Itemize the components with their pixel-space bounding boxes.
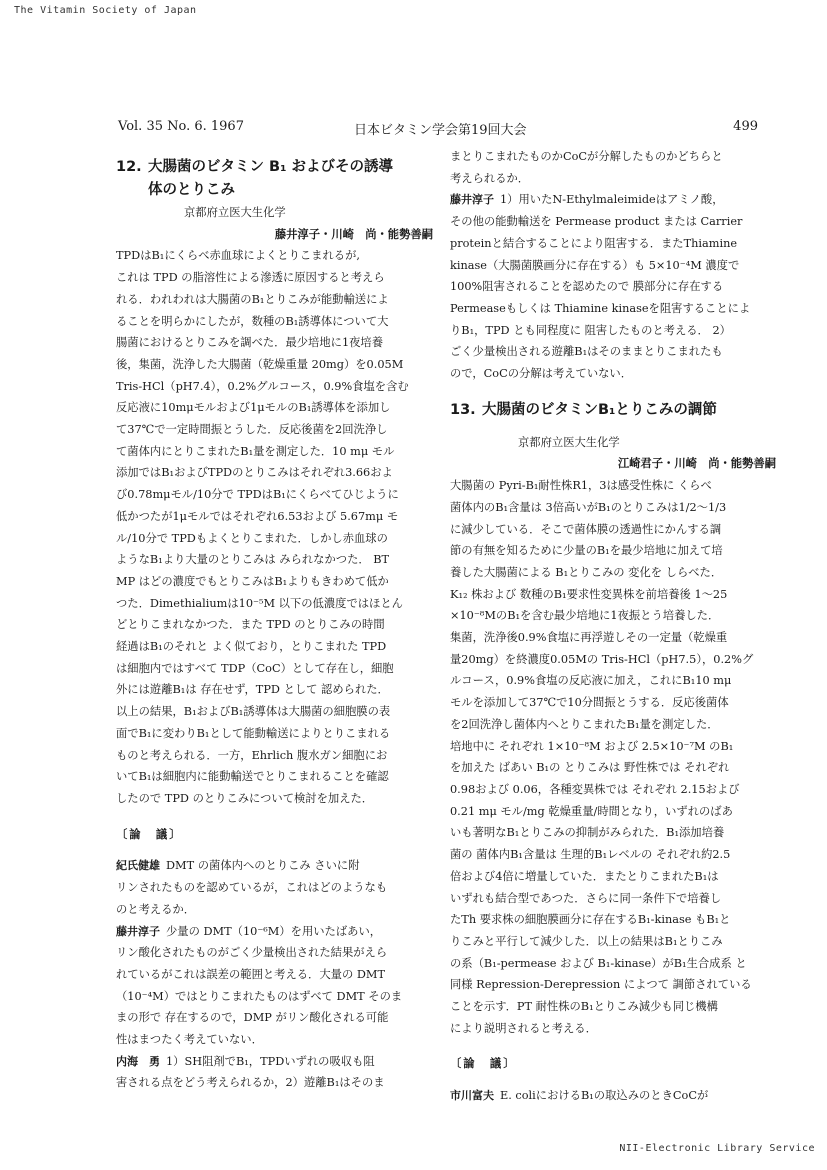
text-line: Tris-HCl（pH7.4），0.2%グルコース，0.9%食塩を含む [116,379,409,393]
line-text: 性はまつたく考えていない． [116,1033,263,1047]
text-line [450,233,780,255]
line-text: proteinと結合することにより阻害する．またThiamine [450,236,738,250]
text-line: を加えた ばあい B₁の とりこみは 野性株では それぞれ [450,761,730,775]
text-line: 反応液に10mμモルおよび1μモルのB₁誘導体を添加し [116,401,391,415]
text-line: て菌体内にとりこまれたB₁量を測定した．10 mμ モル [116,444,395,458]
discussion-heading-left: 〔論 議〕 [116,826,183,841]
text-line [450,1085,780,1107]
page-number: 499 [733,119,758,134]
text-line: 面でB₁に変わりB₁として能動輸送によりとりこまれる [116,726,391,740]
text-line: 養した大腸菌による B₁とりこみの 変化を しらべた． [450,565,723,579]
text-line: りこみと平行して減少した．以上の結果はB₁とりこみ [450,934,723,948]
text-line: 節の有無を知るために少量のB₁を最少培地に加えて培 [450,544,723,558]
text-line [116,942,437,964]
text-line: K₁₂ 株および 数種のB₁要求性変異株を前培養後 1～25 [450,587,728,601]
line-text: 100%阻害されることを認めたので 膜部分に存在する [450,280,724,294]
text-line: 同様 Repression-Derepression によつて 調節されている [450,978,752,992]
text-line: び0.78mμモル/10分で TPDはB₁にくらべてひじように [116,488,399,502]
text-line: TPDはB₁にくらべ赤血球によくとりこまれるが, [116,249,360,263]
text-line: ことを示す．PT 耐性株のB₁とりこみ減少も同じ機構 [450,1000,718,1014]
text-line: ようなB₁より大量のとりこみは みられなかつた． BT [116,553,390,567]
text-line: 集菌，洗浄後0.9%食塩に再浮遊しその一定量（乾燥重 [450,631,728,645]
speaker-name: 藤井淳子 [116,924,160,938]
top-note: The Vitamin Society of Japan [14,5,197,16]
speaker-name: 内海 勇 [116,1054,160,1068]
left-column [116,146,437,1094]
text-line: いてB₁は細胞内に能動輸送でとりこまれることを確認 [116,770,389,784]
line-text: リン酸化されたものがごく少量検出された結果がえら [116,946,388,960]
text-line: いも著明なB₁とりこみの抑制がみられた．B₁添加培養 [450,826,725,840]
text-line: 外には遊離B₁は 存在せず，TPD として 認められた． [116,683,389,697]
article-13-number: 13. [450,401,476,418]
speaker-name: 紀氏健雄 [116,859,160,873]
text-line [116,921,437,943]
text-line [116,1072,437,1094]
text-line [116,1007,437,1029]
article-12-title-line1: 大腸菌のビタミン B₁ およびその誘導 [148,159,393,175]
text-line: 菌の 菌体内B₁含量は 生理的B₁レベルの それぞれ約2.5 [450,848,731,862]
text-line [450,341,780,363]
discussion-left [116,855,437,1094]
text-line [116,855,437,877]
text-line: に減少している．そこで菌体膜の透過性にかんする調 [450,522,722,536]
article-13-authors: 江崎君子・川崎 尚・能勢善嗣 [617,456,776,471]
text-line [116,899,437,921]
text-line: 0.21 mμ モル/mg 乾燥重量/時間となり，いずれのばあ [450,804,733,818]
text-line: ルコース，0.9%食塩の反応液に加え，これにB₁10 mμ [450,674,732,688]
text-line [450,298,780,320]
line-text: 害される点をどう考えられるか，2）遊離B₁はそのま [116,1076,385,1090]
discussion-heading-right: 〔論 議〕 [450,1056,517,1071]
text-line: 倍および4倍に増量していた．またとりこまれたB₁は [450,869,719,883]
line-text: まの形で 存在するので，DMP がリン酸化される可能 [116,1011,389,1025]
text-line [116,1051,437,1073]
text-line [450,276,780,298]
text-line [450,189,780,211]
text-line [116,877,437,899]
text-line: 量20mg）を終濃度0.05Mの Tris-HCl（pH7.5），0.2%グ [450,652,754,666]
text-line: MP はどの濃度でもとりこみはB₁よりもきわめて低か [116,574,389,588]
line-text: DMT の菌体内へのとりこみ さいに附 [166,859,360,873]
line-text: E. coliにおけるB₁の取込みのときCoCが [500,1089,709,1103]
line-text: ごく少量検出される遊離B₁はそのままとりこまれたも [450,345,723,359]
article-12-title [116,156,437,202]
article-12-title-line2: 体のとりこみ [148,182,235,198]
text-line: ル/10分で TPDもよくとりこまれた．しかし赤血球の [116,531,388,545]
text-line: たTh 要求株の細胞膜画分に存在するB₁-kinase もB₁と [450,913,731,927]
text-line: つた．Dimethialiumは10⁻⁵M 以下の低濃度ではほとん [116,596,403,610]
text-line: 培地中に それぞれ 1×10⁻⁸M および 2.5×10⁻⁷M のB₁ [450,739,734,753]
text-line: 低かつたが1μモルではそれぞれ6.53および 5.67mμ モ [116,509,399,523]
conference-title: 日本ビタミン学会第19回大会 [354,123,527,138]
text-line [450,320,780,342]
text-line: これは TPD の脂溶性による滲透に原因すると考えら [116,271,385,285]
running-header [118,119,758,139]
article-13-title [450,399,780,422]
line-text: ので，CoCの分解は考えていない． [450,367,633,381]
text-line: ×10⁻⁸MのB₁を含む最少培地に1夜振とう培養した． [450,609,720,623]
text-line: れる．われわれは大腸菌のB₁とりこみが能動輸送によ [116,292,389,306]
text-line: モルを添加して37℃で10分間振とうする．反応後菌体 [450,696,729,710]
text-line: ものと考えられる．一方，Ehrlich 腹水ガン細胞にお [116,748,388,762]
text-line [450,146,780,168]
article-12-body [116,245,437,809]
text-line: て37℃で一定時間振とうした．反応後菌を2回洗浄し [116,423,388,437]
line-text: まとりこまれたものかCoCが分解したものかどちらと [450,150,723,163]
text-line: 添加ではB₁およびTPDのとりこみはそれぞれ3.66およ [116,466,393,480]
text-line: 大腸菌の Pyri-B₁耐性株R1，3は感受性株に くらべ [450,479,712,493]
speaker-name: 藤井淳子 [450,193,494,207]
text-line [450,255,780,277]
text-line: したので TPD のとりこみについて検討を加えた． [116,791,374,805]
line-text: その他の能動輸送を Permease product または Carrier [450,215,743,229]
text-line: 腸菌におけるとりこみを調べた．最少培地に1夜培養 [116,336,384,350]
volume-info: Vol. 35 No. 6. 1967 [118,119,244,134]
text-line [116,1029,437,1051]
speaker-name: 市川富夫 [450,1089,494,1103]
text-line: は細胞内ではすべて TDP（CoC）として存在し，細胞 [116,661,394,675]
line-text: 考えられるか． [450,171,530,185]
article-12-authors: 藤井淳子・川崎 尚・能勢善嗣 [274,226,433,241]
article-13-title-line1: 大腸菌のビタミンB₁とりこみの調節 [482,401,717,418]
line-text: りB₁，TPD とも同程度に 阻害したものと考える． 2） [450,323,731,337]
discussion-continued [450,146,780,385]
line-text: リンされたものを認めているが，これはどのようなも [116,881,388,895]
text-line: 後，集菌，洗浄した大腸菌（乾燥重量 20mg）を0.05M [116,357,404,371]
article-12-number: 12. [116,159,142,175]
text-line: ることを明らかにしたが，数種のB₁誘導体について大 [116,314,389,328]
text-line: 以上の結果，B₁およびB₁誘導体は大腸菌の細胞膜の表 [116,705,391,719]
text-line: 菌体内のB₁含量は 3倍高いがB₁のとりこみは1/2～1/3 [450,500,727,514]
line-text: のと考えるか． [116,902,196,916]
text-line: 経過はB₁のそれと よく似ており，とりこまれた TPD [116,640,387,654]
discussion-right [450,1085,780,1107]
text-line: いずれも結合型であつた．さらに同一条件下で培養し [450,891,722,905]
text-line: により説明されると考える． [450,1021,597,1035]
line-text: Permeaseもしくは Thiamine kinaseを阻害することによ [450,301,751,315]
article-12-affiliation: 京都府立医大生化学 [184,206,286,219]
line-text: （10⁻⁴M）ではとりこまれたものはずべて DMT そのま [116,989,403,1003]
text-line: を2回洗浄し菌体内へとりこまれたB₁量を測定した． [450,717,719,731]
line-text: 1）用いたN-Ethylmaleimideはアミノ酸， [500,193,724,207]
text-line: 0.98および 0.06，各種変異株では それぞれ 2.15および [450,782,740,796]
text-line [116,986,437,1008]
text-line [450,363,780,385]
text-line [450,211,780,233]
line-text: れているがこれは誤差の範囲と考える．大量の DMT [116,967,385,981]
article-13-body [450,475,780,1039]
text-line [116,964,437,986]
line-text: kinase（大腸菌膜画分に存在する）も 5×10⁻⁴M 濃度で [450,258,740,272]
bottom-note: NII-Electronic Library Service [619,1143,815,1154]
line-text: 少量の DMT（10⁻⁶M）を用いたばあい， [166,924,382,938]
article-13-affiliation: 京都府立医大生化学 [518,435,620,449]
text-line: の系（B₁-permease および B₁-kinase）がB₁生合成系 と [450,956,747,970]
line-text: 1）SH阻剤でB₁，TPDいずれの吸収も阻 [166,1054,375,1068]
text-line: どとりこまれなかつた．また TPD のとりこみの時間 [116,618,385,632]
text-line [450,168,780,190]
right-column [450,146,780,1107]
